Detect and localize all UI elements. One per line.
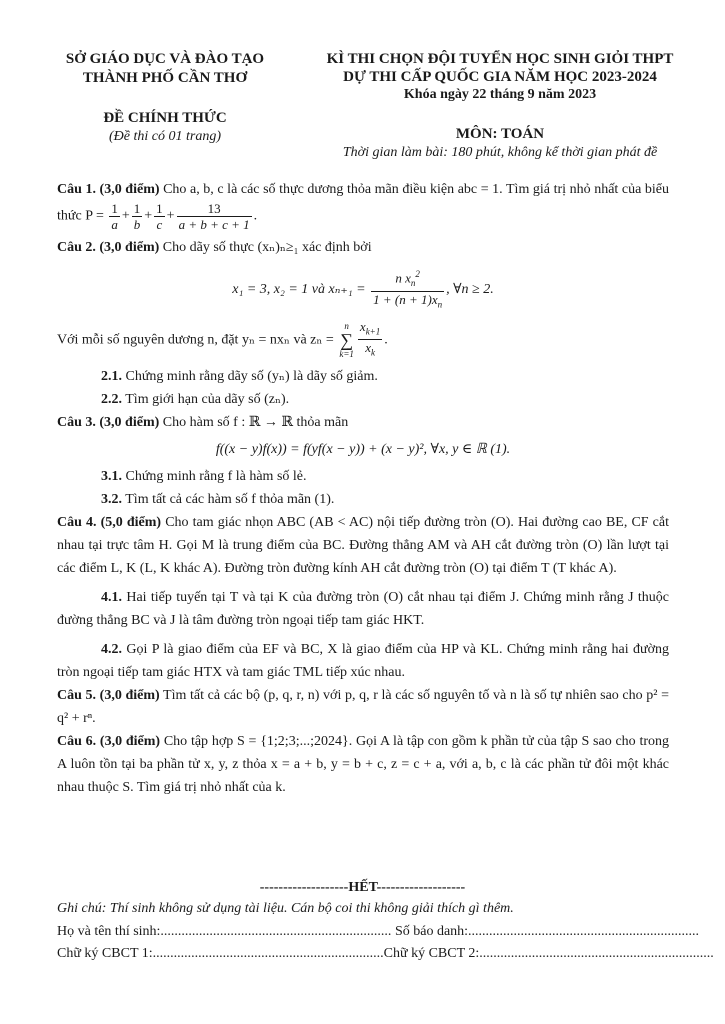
exam-title-line1: KÌ THI CHỌN ĐỘI TUYỂN HỌC SINH GIỎI THPT <box>326 51 674 67</box>
frac-1-over-c: $\frac{1}{c}$ <box>156 201 163 232</box>
header-right <box>300 50 700 161</box>
recurrence-right: , ∀n ≥ 2. <box>446 281 494 297</box>
end-marker: -------------------HẾT------------------- <box>259 880 466 895</box>
question-3-equation: f((x − y)f(x)) = f(yf(x − y)) + (x − y)², ∀x, y ∈ ℝ (1). <box>215 441 511 457</box>
question-1-label: Câu 1. (3,0 điểm) <box>57 182 160 197</box>
question-2-text2: Với mỗi số nguyên dương n, đặt yₙ = nxₙ và zₙ = <box>57 331 338 347</box>
question-2-text: Cho dãy số thực (xₙ)ₙ≥₁ xác định bởi <box>159 240 372 255</box>
question-2-definitions: Với mỗi số nguyên dương n, đặt yₙ = nxₙ và zₙ = n ∑ k=1 $\frac{x_{k+1}}{x_k}$ . <box>57 319 669 361</box>
footer-note: Ghi chú: Thí sinh không sử dụng tài liệu. Cán bộ coi thi không giải thích gì thêm. <box>57 901 514 916</box>
candidate-name-field: Họ và tên thí sinh:.................................................................. <box>57 924 392 939</box>
question-4 <box>57 511 669 580</box>
question-6 <box>57 730 669 799</box>
part-3-1: 3.1. Chứng minh rằng f là hàm số lẻ. <box>101 468 307 484</box>
question-3-label: Câu 3. (3,0 điểm) <box>57 414 160 430</box>
question-5 <box>57 684 669 730</box>
question-3-text: Cho hàm số f : ℝ → ℝ thỏa mãn <box>159 414 349 430</box>
question-1-tail: . <box>253 208 258 224</box>
time-note: Thời gian làm bài: 180 phút, không kể thời gian phát đề <box>342 145 658 160</box>
official-label: ĐỀ CHÍNH THỨC <box>103 110 227 126</box>
question-2-label: Câu 2. (3,0 điểm) <box>57 240 160 255</box>
header-left <box>40 50 290 145</box>
question-2 <box>57 236 669 259</box>
question-6-label: Câu 6. (3,0 điểm) <box>57 733 161 749</box>
exam-date: Khóa ngày 22 tháng 9 năm 2023 <box>403 87 597 102</box>
ratio-fraction: $\frac{x_{k+1}}{x_k}$ <box>359 318 381 358</box>
proctor-2-signature: Chữ ký CBCT 2:................................................................... <box>383 946 714 961</box>
question-2-recurrence <box>57 267 669 313</box>
city-name: THÀNH PHỐ CẦN THƠ <box>82 70 248 86</box>
part-4-1: 4.1. Hai tiếp tuyến tại T và tại K của đường tròn (O) cắt nhau tại điểm J. Chứng minh rằng J thuộc đường thẳng BC và J là tâm đường tròn ngoại tiếp tam giác HKT. <box>57 589 669 628</box>
question-5-text: Tìm tất cả các bộ (p, q, r, n) với p, q, r là các số nguyên tố và n là số tự nhiên sao cho p² = q² + rⁿ. <box>57 687 669 726</box>
exam-title-line2: DỰ THI CẤP QUỐC GIA NĂM HỌC 2023-2024 <box>343 69 657 85</box>
question-1: Câu 1. (3,0 điểm) Cho a, b, c là các số thực dương thỏa mãn điều kiện abc = 1. Tìm giá trị nhỏ nhất của biểu thức P = $\frac{1}{a}$ + $\frac{1}{b}$ + $\frac{1}{c}$ + $\frac{13}{a + b + c + 1}$ . <box>57 182 669 232</box>
proctor-1-signature: Chữ ký CBCT 1:.................................................................. <box>57 946 384 961</box>
pages-note: (Đề thi có 01 trang) <box>109 129 221 144</box>
exam-body <box>57 178 669 799</box>
part-2-2: 2.2. Tìm giới hạn của dãy số (zₙ). <box>101 391 290 407</box>
question-5-label: Câu 5. (3,0 điểm) <box>57 687 160 703</box>
recurrence-left: x₁ = 3, x₂ = 1 và xₙ₊₁ = <box>232 281 370 297</box>
frac-13-over-sum: $\frac{13}{a + b + c + 1}$ <box>178 201 250 232</box>
recurrence-fraction: $\frac{n x_n^2}{1 + (n + 1)x_n}$ <box>373 269 443 310</box>
part-2-1: 2.1. Chứng minh rằng dãy số (yₙ) là dãy số giảm. <box>101 368 378 384</box>
part-4-2: 4.2. Gọi P là giao điểm của EF và BC, X là giao điểm của HP và KL. Chứng minh rằng hai đường tròn ngoại tiếp tam giác HTX và tam giác TML tiếp xúc nhau. <box>57 641 669 680</box>
question-1-text: Cho a, b, c là các số thực dương thỏa mãn điều kiện abc = 1. Tìm giá trị nhỏ nhất của biểu thức P = <box>57 182 669 224</box>
question-4-label: Câu 4. (5,0 điểm) <box>57 514 162 530</box>
part-3-2: 3.2. Tìm tất cả các hàm số f thỏa mãn (1). <box>101 491 335 507</box>
question-3 <box>57 411 669 434</box>
subject-title: MÔN: TOÁN <box>455 126 545 142</box>
question-4-text: Cho tam giác nhọn ABC (AB < AC) nội tiếp đường tròn (O). Hai đường cao BE, CF cắt nhau tại trực tâm H. Gọi M là trung điểm của BC. Đường thẳng AM và AH cắt đường tròn (O) lần lượt tại các điểm L, K (L, K khác A). Đường tròn đường kính AH cắt đường tròn (O) tại điểm T (T khác A). <box>57 514 669 576</box>
candidate-info-row <box>57 924 700 940</box>
candidate-number-field: Số báo danh:.................................................................. <box>391 924 700 939</box>
frac-1-over-b: $\frac{1}{b}$ <box>133 201 141 232</box>
frac-1-over-a: $\frac{1}{a}$ <box>111 201 118 232</box>
sum-symbol: n ∑ k=1 <box>339 320 354 359</box>
signature-row <box>57 946 714 962</box>
department-name: SỞ GIÁO DỤC VÀ ĐÀO TẠO <box>65 51 265 67</box>
question-6-text: Cho tập hợp S = {1;2;3;...;2024}. Gọi A là tập con gồm k phần tử của tập S sao cho trong A luôn tồn tại ba phần tử x, y, z thỏa x = a + b, y = b + c, z = c + a, với a, b, c là các phần tử đôi một khác nhau thuộc S. Tìm giá trị nhỏ nhất của k. <box>57 733 669 795</box>
